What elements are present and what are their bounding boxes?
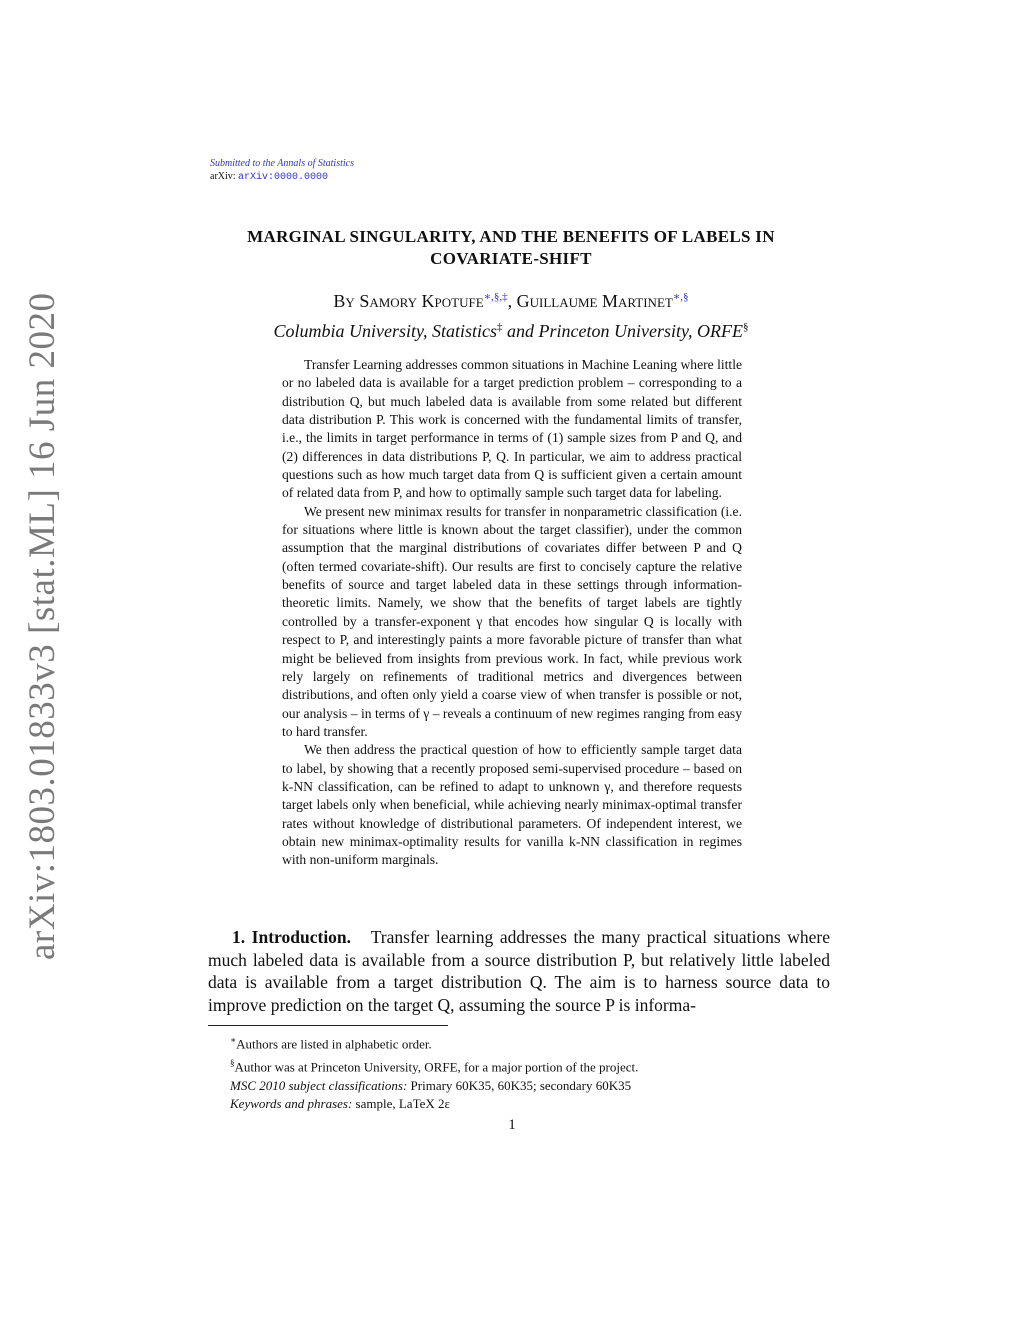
footnote-1 [230,1031,830,1054]
affiliation [200,321,822,342]
author-separator: , [507,291,513,311]
journal-header [210,157,354,184]
msc-label: MSC 2010 subject classifications: [230,1077,408,1093]
arxiv-label: arXiv: [210,171,236,182]
footnote-2-mark: § [230,1057,235,1068]
introduction-section [208,926,830,1016]
abstract-paragraph-1: Transfer Learning addresses common situations in Machine Leaning where little or no labeled data is available for a target prediction problem – corresponding to a distribution Q, but much labeled data is available from some related but different data distribution P. This work is concerned with the fundamental limits of transfer, i.e., the limits in target performance in terms of (1) sample sizes from P and Q, and (2) differences in data distributions P, Q. In particular, we aim to address practical questions such as how much target data from Q is sufficient given a certain amount of related data from P, and how to optimally sample such target data for labeling. [282,357,742,501]
abstract-paragraph-3: We then address the practical question of how to efficiently sample target data to label, by showing that a recently proposed semi-supervised procedure – based on k-NN classification, can be refined to adapt to unknown γ, and therefore requests target labels only when beneficial, while achieving nearly minimax-optimal transfer rates without knowledge of distributional parameters. Of independent interest, we obtain new minimax-optimality results for vanilla k-NN classification in regimes with non-uniform marginals. [282,742,742,868]
affiliation-part-2: and Princeton University, ORFE [502,321,743,341]
abstract [282,356,742,870]
author-1-marks[interactable]: ∗,§,‡ [483,291,508,303]
title-line-2: COVARIATE-SHIFT [430,249,592,268]
keywords [230,1095,830,1114]
paper-title [200,226,822,270]
author-line [200,290,822,312]
affiliation-part-1: Columbia University, Statistics [273,321,498,341]
footnote-2-text: Author was at Princeton University, ORFE, for a major portion of the project. [234,1059,639,1075]
author-1-name: Samory Kpotufe [359,291,484,311]
arxiv-margin-stamp-text: arXiv:1803.01833v3 [stat.ML] 16 Jun 2020 [22,292,63,960]
abstract-paragraph-2: We present new minimax results for transfer in nonparametric classification (i.e. for situations where little is known about the target classifier), under the common assumption that the marginal distributions of covariates differ between P and Q (often termed covariate-shift). Our results are first to concisely capture the relative benefits of source and target labeled data in these settings through information-theoretic limits. Namely, we show that the benefits of target labels are tightly controlled by a transfer-exponent γ that encodes how singular Q is locally with respect to P, and interestingly paints a more favorable picture of transfer than what might be believed from insights from previous work. In fact, while previous work rely largely on refinements of traditional metrics and divergences between distributions, and often only yield a coarse view of when transfer is possible or not, our analysis – in terms of γ – reveals a continuum of new regimes ranging from easy to hard transfer. [282,503,742,739]
footnote-1-text: Authors are listed in alphabetic order. [236,1036,432,1052]
author-2-marks[interactable]: ∗,§ [672,291,689,303]
affiliation-mark-2: § [742,321,749,333]
journal-link[interactable]: Submitted to the Annals of Statistics [210,158,354,169]
by-label: By [333,291,355,311]
page-number: 1 [508,1117,516,1133]
introduction-paragraph [208,926,830,1016]
keywords-label: Keywords and phrases: [230,1096,353,1112]
arxiv-line [210,170,354,184]
author-2-name: Guillaume Martinet [516,291,673,311]
arxiv-link[interactable]: arXiv:0000.0000 [238,172,329,183]
title-line-1: MARGINAL SINGULARITY, AND THE BENEFITS OF LABELS IN [247,227,775,246]
footnotes [230,1031,830,1114]
keywords-text: sample, LaTeX 2ε [352,1096,450,1112]
footnote-rule [208,1025,448,1026]
footnote-1-mark: ∗ [230,1035,237,1045]
arxiv-margin-stamp [18,292,68,960]
footnote-2 [230,1054,830,1077]
msc-classification [230,1077,830,1096]
section-heading: 1. Introduction. [232,927,352,947]
affiliation-mark-1: ‡ [497,321,503,333]
introduction-text: Transfer learning addresses the many practical situations where much labeled data is available from a source distribution P, but relatively little labeled data is available from a target distribution Q. The aim is to harness source data to improve prediction on the target Q, assuming the source P is informa- [208,927,830,1015]
msc-text: Primary 60K35, 60K35; secondary 60K35 [407,1077,632,1093]
